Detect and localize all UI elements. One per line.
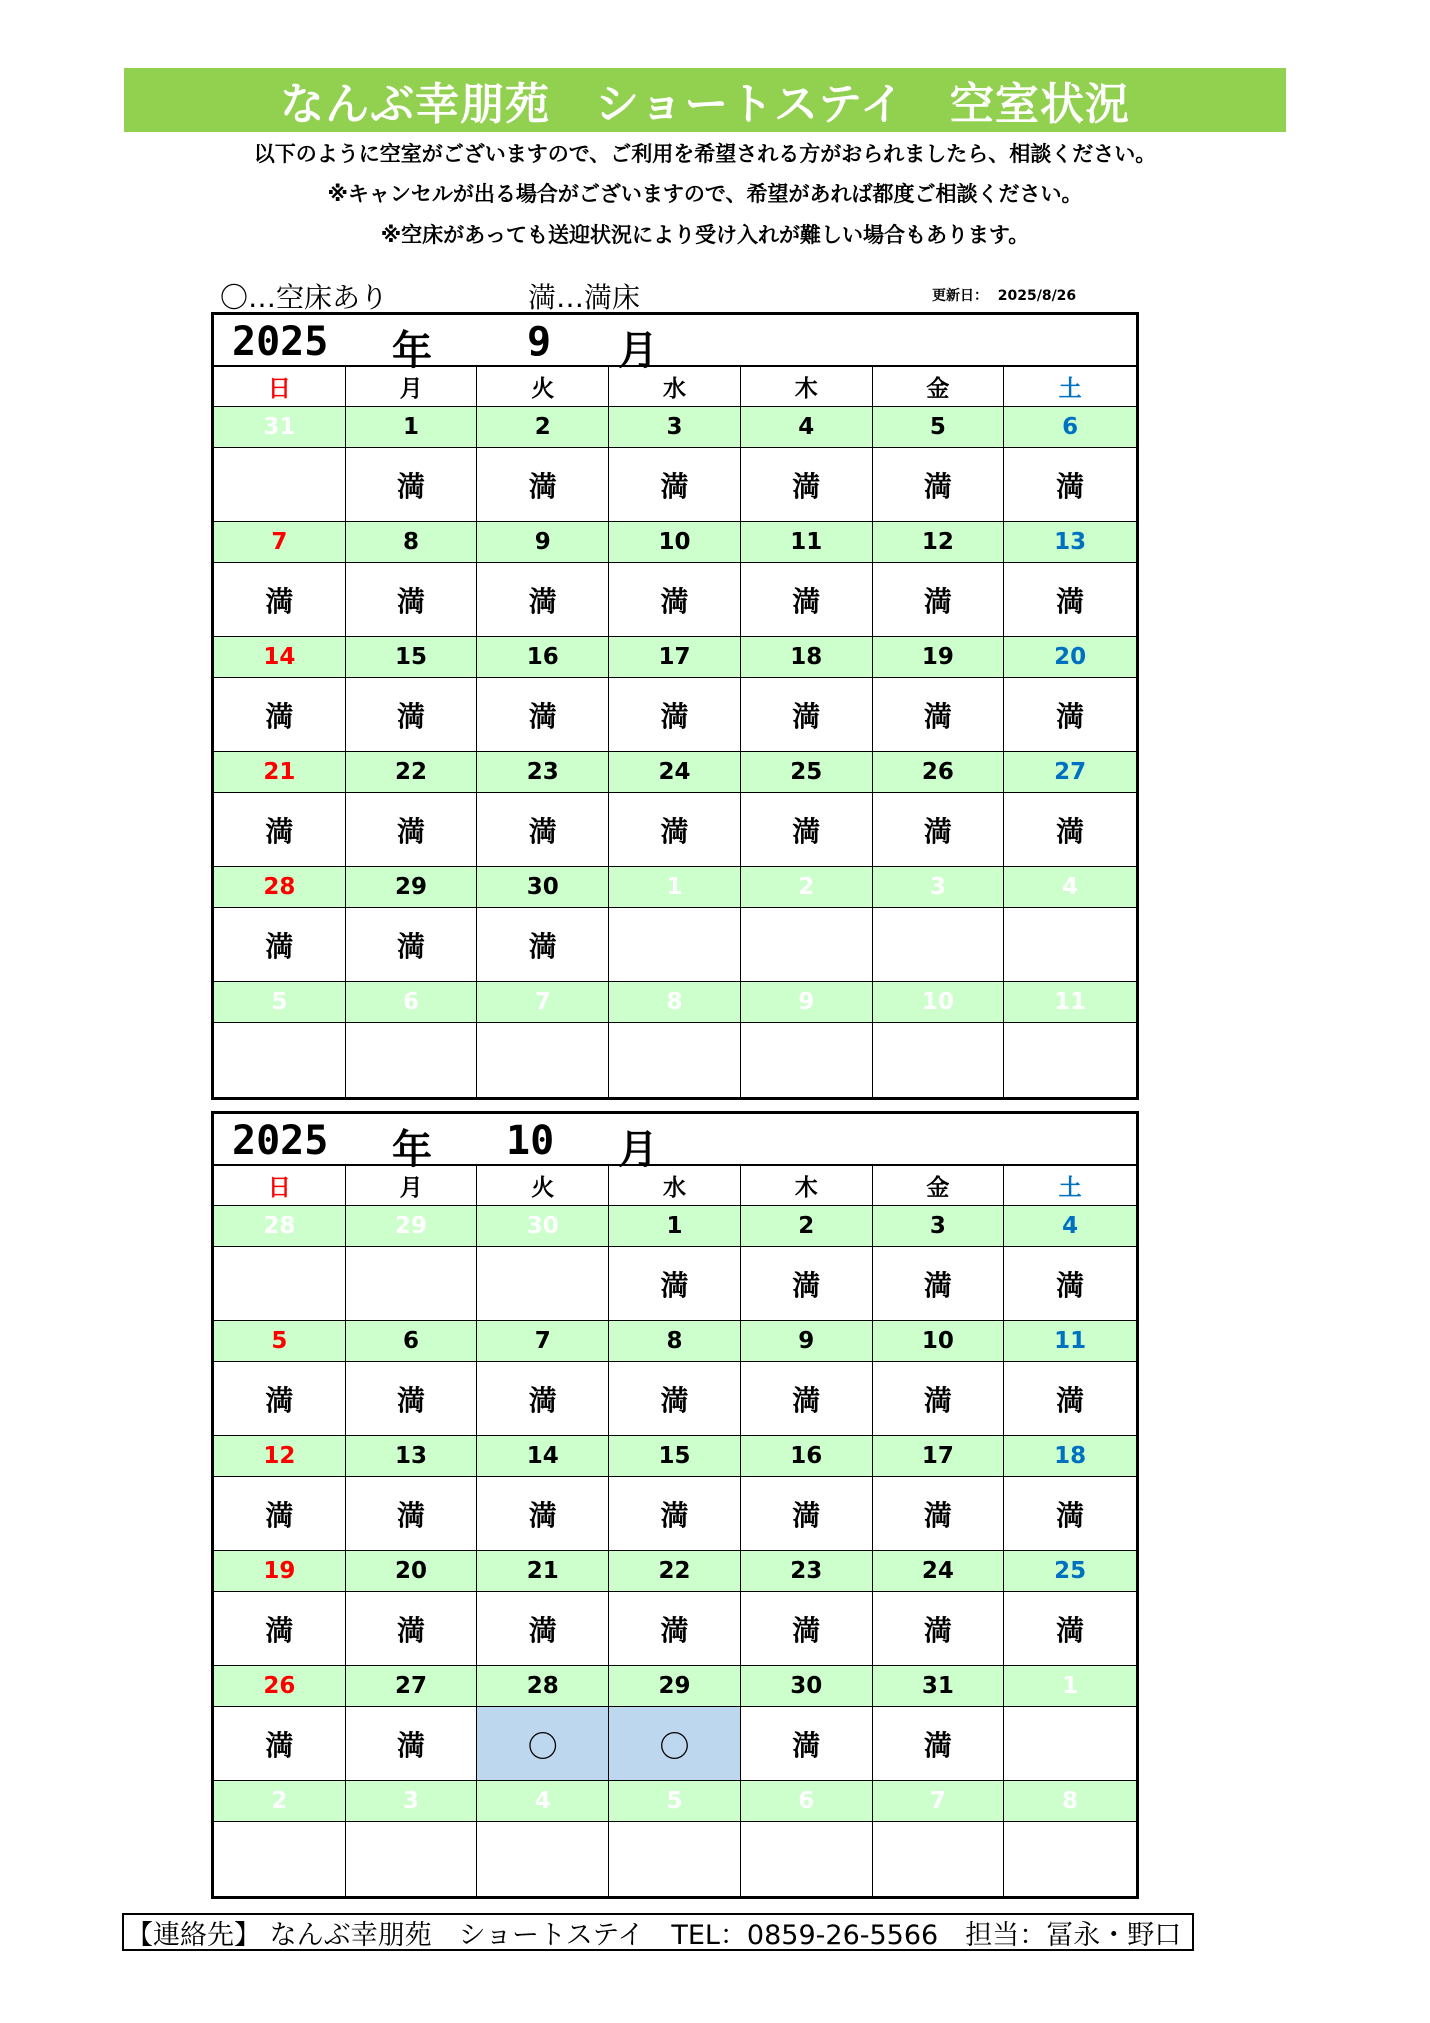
status-cell-empty [346,1023,478,1097]
date-row [214,1666,1136,1707]
date-cell: 26 [214,1666,346,1707]
status-cell-full: 満 [346,793,478,867]
other-month-date-cell: 8 [609,982,741,1023]
page-title: なんぶ幸朋苑 ショートステイ 空室状況 [280,79,1130,130]
date-cell: 28 [477,1666,609,1707]
date-cell: 1 [609,1206,741,1247]
weekday-cell: 月 [346,367,478,407]
weekday-header-row [214,367,1136,407]
date-row [214,637,1136,678]
date-row [214,1321,1136,1362]
date-cell: 23 [477,752,609,793]
status-cell-empty [1004,1707,1136,1781]
legend-full: 満…満床 [528,281,641,314]
date-cell: 3 [609,407,741,448]
status-cell-full: 満 [346,1592,478,1666]
date-row [214,1436,1136,1477]
date-cell: 15 [346,637,478,678]
status-cell-full: 満 [609,678,741,752]
status-cell-full: 満 [741,1247,873,1321]
status-cell-full: 満 [741,1362,873,1436]
status-cell-full: 満 [873,793,1005,867]
other-month-date-cell: 29 [346,1206,478,1247]
weekday-header-row [214,1166,1136,1206]
date-cell: 16 [477,637,609,678]
other-month-date-cell: 2 [214,1781,346,1822]
status-cell-full: 満 [477,678,609,752]
date-cell: 20 [1004,637,1136,678]
status-row [214,678,1136,752]
date-cell: 17 [873,1436,1005,1477]
status-cell-full: 満 [214,563,346,637]
status-cell-full: 満 [346,1707,478,1781]
date-cell: 24 [873,1551,1005,1592]
status-cell-empty [873,1822,1005,1896]
status-cell-full: 満 [609,563,741,637]
status-cell-empty [477,1247,609,1321]
status-cell-full: 満 [609,1362,741,1436]
status-cell-full: 満 [1004,1247,1136,1321]
weekday-cell: 木 [741,367,873,407]
status-cell-full: 満 [477,1477,609,1551]
other-month-date-cell: 4 [477,1781,609,1822]
other-month-date-cell: 7 [873,1781,1005,1822]
weekday-cell: 火 [477,1166,609,1206]
date-cell: 18 [741,637,873,678]
date-row [214,752,1136,793]
weekday-cell: 火 [477,367,609,407]
weekday-cell: 土 [1004,367,1136,407]
status-cell-empty [346,1247,478,1321]
status-cell-full: 満 [1004,448,1136,522]
status-cell-full: 満 [214,678,346,752]
date-row [214,522,1136,563]
status-cell-full: 満 [346,1477,478,1551]
date-cell: 10 [609,522,741,563]
status-row [214,448,1136,522]
status-row [214,793,1136,867]
date-cell: 11 [741,522,873,563]
status-cell-full: 満 [1004,1592,1136,1666]
date-cell: 22 [346,752,478,793]
calendar-month: 9 [527,319,552,365]
date-cell: 15 [609,1436,741,1477]
date-cell: 2 [477,407,609,448]
calendar-title [214,315,1136,374]
status-cell-full: 満 [873,1247,1005,1321]
date-cell: 20 [346,1551,478,1592]
other-month-date-cell: 30 [477,1206,609,1247]
status-cell-empty [741,908,873,982]
date-cell: 1 [346,407,478,448]
status-cell-full: 満 [1004,793,1136,867]
calendar-year: 2025 [232,319,329,365]
status-cell-full: 満 [1004,1362,1136,1436]
note-consult: 以下のように空室がございますので、ご利用を希望される方がおられましたら、相談ください。 [253,142,1157,166]
note-transport: ※空床があっても送迎状況により受け入れが難しい場合もあります。 [380,223,1030,247]
status-cell-available: 〇 [609,1707,741,1781]
status-cell-full: 満 [741,1707,873,1781]
date-row [214,1781,1136,1822]
title-banner [124,68,1286,132]
other-month-date-cell: 1 [1004,1666,1136,1707]
calendar-october [211,1111,1139,1899]
other-month-date-cell: 5 [609,1781,741,1822]
date-cell: 21 [214,752,346,793]
date-row [214,982,1136,1023]
status-cell-full: 満 [346,1362,478,1436]
status-cell-empty [609,908,741,982]
status-cell-full: 満 [741,1592,873,1666]
other-month-date-cell: 11 [1004,982,1136,1023]
date-cell: 29 [346,867,478,908]
status-cell-full: 満 [741,1477,873,1551]
status-cell-full: 満 [609,448,741,522]
date-row [214,407,1136,448]
date-cell: 7 [214,522,346,563]
date-cell: 13 [1004,522,1136,563]
other-month-date-cell: 28 [214,1206,346,1247]
other-month-date-cell: 1 [609,867,741,908]
status-cell-full: 満 [873,563,1005,637]
status-cell-full: 満 [477,793,609,867]
status-cell-full: 満 [214,1592,346,1666]
other-month-date-cell: 5 [214,982,346,1023]
weekday-cell: 土 [1004,1166,1136,1206]
status-cell-empty [346,1822,478,1896]
date-cell: 19 [214,1551,346,1592]
status-cell-empty [214,1822,346,1896]
status-row [214,1477,1136,1551]
status-cell-full: 満 [873,1592,1005,1666]
weekday-cell: 日 [214,1166,346,1206]
calendar-year: 2025 [232,1118,329,1164]
date-cell: 27 [346,1666,478,1707]
date-cell: 10 [873,1321,1005,1362]
calendar-month: 10 [506,1118,555,1164]
status-cell-available: 〇 [477,1707,609,1781]
date-cell: 8 [609,1321,741,1362]
status-cell-full: 満 [873,678,1005,752]
status-row [214,1023,1136,1097]
status-row [214,908,1136,982]
status-cell-empty [741,1822,873,1896]
status-cell-full: 満 [477,1592,609,1666]
other-month-date-cell: 6 [346,982,478,1023]
calendar-month-label: 月 [618,1127,658,1173]
calendar-year-label: 年 [392,328,432,374]
date-cell: 3 [873,1206,1005,1247]
legend-available: 〇…空床あり [220,281,389,314]
status-cell-empty [1004,908,1136,982]
other-month-date-cell: 9 [741,982,873,1023]
status-cell-empty [873,1023,1005,1097]
status-cell-empty [214,448,346,522]
status-cell-full: 満 [477,1362,609,1436]
weekday-cell: 月 [346,1166,478,1206]
weekday-cell: 水 [609,367,741,407]
status-cell-full: 満 [873,1362,1005,1436]
date-cell: 28 [214,867,346,908]
weekday-cell: 日 [214,367,346,407]
date-cell: 24 [609,752,741,793]
status-cell-full: 満 [1004,563,1136,637]
updated-date: 2025/8/26 [997,288,1077,304]
weekday-cell: 水 [609,1166,741,1206]
status-cell-full: 満 [741,563,873,637]
status-cell-empty [214,1247,346,1321]
date-cell: 7 [477,1321,609,1362]
date-cell: 21 [477,1551,609,1592]
status-cell-empty [609,1023,741,1097]
status-cell-empty [1004,1822,1136,1896]
date-cell: 27 [1004,752,1136,793]
calendar-year-label: 年 [392,1127,432,1173]
status-cell-full: 満 [873,1707,1005,1781]
date-cell: 4 [741,407,873,448]
status-cell-empty [477,1023,609,1097]
date-cell: 30 [477,867,609,908]
calendar-month-label: 月 [618,328,658,374]
date-cell: 19 [873,637,1005,678]
status-cell-full: 満 [1004,1477,1136,1551]
status-cell-full: 満 [609,1592,741,1666]
status-cell-full: 満 [346,678,478,752]
date-cell: 8 [346,522,478,563]
status-cell-empty [873,908,1005,982]
calendar-september [211,312,1139,1100]
date-cell: 31 [873,1666,1005,1707]
status-cell-full: 満 [346,448,478,522]
status-cell-full: 満 [214,793,346,867]
date-cell: 17 [609,637,741,678]
date-cell: 6 [346,1321,478,1362]
status-cell-full: 満 [477,908,609,982]
weekday-cell: 木 [741,1166,873,1206]
other-month-date-cell: 6 [741,1781,873,1822]
other-month-date-cell: 3 [346,1781,478,1822]
status-cell-full: 満 [741,678,873,752]
status-cell-full: 満 [477,448,609,522]
date-cell: 25 [741,752,873,793]
status-row [214,1592,1136,1666]
status-cell-full: 満 [609,1247,741,1321]
date-cell: 2 [741,1206,873,1247]
date-cell: 14 [477,1436,609,1477]
date-row [214,1551,1136,1592]
status-cell-empty [741,1023,873,1097]
date-cell: 30 [741,1666,873,1707]
date-cell: 4 [1004,1206,1136,1247]
status-cell-full: 満 [741,793,873,867]
status-row [214,563,1136,637]
date-cell: 29 [609,1666,741,1707]
date-row [214,1206,1136,1247]
date-cell: 22 [609,1551,741,1592]
status-cell-full: 満 [214,1477,346,1551]
status-cell-full: 満 [214,1362,346,1436]
other-month-date-cell: 2 [741,867,873,908]
status-cell-empty [477,1822,609,1896]
weekday-cell: 金 [873,367,1005,407]
status-cell-full: 満 [477,563,609,637]
status-cell-full: 満 [346,563,478,637]
note-cancellation: ※キャンセルが出る場合がございますので、希望があれば都度ご相談ください。 [327,182,1083,206]
date-cell: 13 [346,1436,478,1477]
date-cell: 6 [1004,407,1136,448]
date-cell: 5 [214,1321,346,1362]
other-month-date-cell: 8 [1004,1781,1136,1822]
updated-label: 更新日： [932,288,988,304]
status-cell-full: 満 [873,448,1005,522]
date-cell: 5 [873,407,1005,448]
other-month-date-cell: 31 [214,407,346,448]
date-cell: 11 [1004,1321,1136,1362]
date-cell: 12 [873,522,1005,563]
date-cell: 23 [741,1551,873,1592]
updated-info [932,285,1076,305]
date-cell: 16 [741,1436,873,1477]
status-cell-empty [609,1822,741,1896]
date-cell: 12 [214,1436,346,1477]
status-cell-full: 満 [214,1707,346,1781]
date-cell: 26 [873,752,1005,793]
status-cell-full: 満 [609,793,741,867]
status-cell-full: 満 [1004,678,1136,752]
status-cell-full: 満 [346,908,478,982]
status-cell-empty [214,1023,346,1097]
status-cell-full: 満 [741,448,873,522]
status-cell-full: 満 [609,1477,741,1551]
status-cell-full: 満 [214,908,346,982]
contact-footer: 【連絡先】 なんぶ幸朋苑 ショートステイ TEL：0859-26-5566 担当：冨永・野口 [122,1913,1194,1951]
status-cell-full: 満 [873,1477,1005,1551]
date-row [214,867,1136,908]
status-row [214,1822,1136,1896]
date-cell: 18 [1004,1436,1136,1477]
date-cell: 14 [214,637,346,678]
status-row [214,1247,1136,1321]
other-month-date-cell: 4 [1004,867,1136,908]
other-month-date-cell: 7 [477,982,609,1023]
other-month-date-cell: 10 [873,982,1005,1023]
status-cell-empty [1004,1023,1136,1097]
date-cell: 9 [741,1321,873,1362]
other-month-date-cell: 3 [873,867,1005,908]
status-row [214,1707,1136,1781]
status-row [214,1362,1136,1436]
weekday-cell: 金 [873,1166,1005,1206]
date-cell: 9 [477,522,609,563]
date-cell: 25 [1004,1551,1136,1592]
calendar-title [214,1114,1136,1173]
